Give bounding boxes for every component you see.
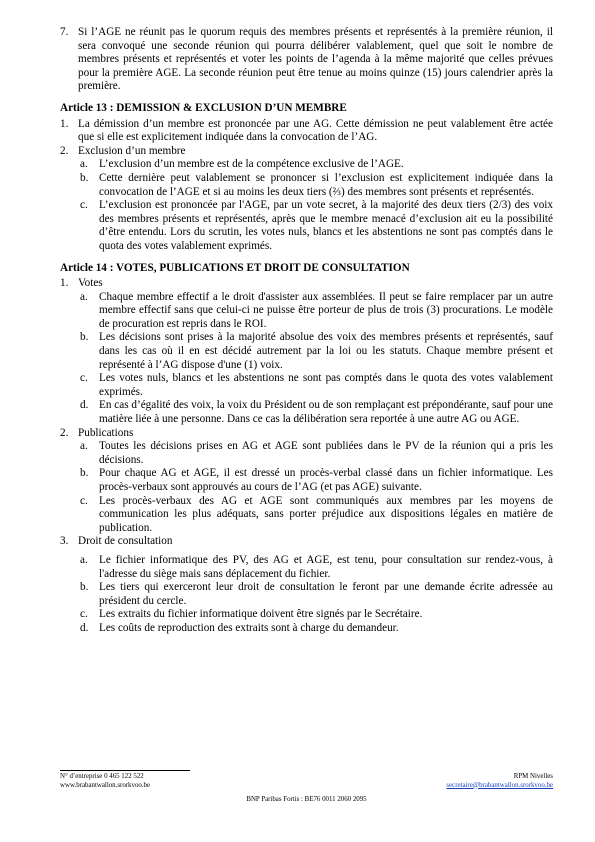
sub-marker: a. (80, 440, 88, 453)
article13-sub-c (0, 199, 595, 253)
sub-marker: c. (80, 372, 88, 385)
article13-sub-b (0, 172, 595, 199)
publications-sub-b (0, 467, 595, 494)
item-number: 1. (60, 277, 69, 290)
votes-sub-d (0, 399, 595, 426)
sub-marker: a. (80, 158, 88, 171)
votes-sub-a (0, 291, 595, 332)
sub-text: Cette dernière peut valablement se prononcer si l’exclusion est explicitement indiquée dans la convocation de l’AGE et si au moins les deux tiers (⅔) des membres sont présents et représentés. (99, 171, 553, 198)
sub-marker: a. (80, 290, 88, 303)
item-label: Droit de consultation (78, 535, 173, 548)
item-number: 2. (60, 426, 69, 439)
sub-text: Les votes nuls, blancs et les abstentions ne sont pas comptés dans le quota des votes valablement exprimés. (99, 372, 553, 398)
consultation-sub-d (0, 622, 595, 636)
article13-sub-a (0, 158, 595, 172)
sub-text: Les tiers qui exerceront leur droit de consultation le feront par une demande écrite adressée au président du cercle. (99, 581, 553, 607)
sub-text: Le fichier informatique des PV, des AG et AGE, est tenu, pour consultation sur rendez-vous, à l'adresse du siège mais sans déplacement du fichier. (99, 553, 553, 580)
sub-marker: a. (80, 553, 88, 566)
sub-marker: c. (80, 494, 88, 507)
page-footer (60, 770, 553, 805)
item-text: La démission d’un membre est prononcée par une AG. Cette démission ne peut valablement être actée que si elle est explicitement indiquée dans la convocation de l’AG. (78, 117, 553, 144)
item-text: Exclusion d’un membre (78, 144, 186, 157)
email-link[interactable]: secretaire@brabantwallon.srorkvoo.be (446, 781, 553, 789)
item-number: 7. (60, 26, 69, 38)
sub-marker: b. (80, 581, 89, 594)
footer-row-2 (60, 782, 553, 791)
consultation-sub-c (0, 608, 595, 622)
page-content (0, 26, 595, 636)
sub-text: Pour chaque AG et AGE, il est dressé un procès-verbal classé dans un fichier informatique. Les procès-verbaux sont approuvés au cours de l’AG (et pas AGE) suivante. (99, 467, 553, 493)
sub-marker: b. (80, 467, 89, 480)
item-number: 2. (60, 144, 69, 157)
sub-marker: c. (80, 199, 88, 212)
sub-marker: b. (80, 171, 89, 184)
item-number: 1. (60, 117, 69, 130)
bank-account: BNP Paribas Fortis : BE76 0011 2060 2095 (246, 796, 367, 803)
footer-rule (60, 770, 190, 771)
publications-sub-c (0, 495, 595, 536)
item-label: Publications (78, 426, 134, 439)
enterprise-number: N° d’entreprise 0 465 122 522 (60, 773, 144, 780)
article14-consultation (0, 535, 595, 549)
consultation-sub-a (0, 554, 595, 581)
article14-publications (0, 427, 595, 441)
sub-marker: b. (80, 331, 89, 344)
sub-text: Les coûts de reproduction des extraits sont à charge du demandeur. (99, 621, 399, 634)
item-text: Si l’AGE ne réunit pas le quorum requis des membres présents et représentés à la première réunion, il sera convoqué une seconde réunion qui pourra délibérer valablement, quel que soit le nombre de membres présents et représentés et voter les points de l’agenda à la même majorité que celles prévues pour la première AGE. La seconde réunion peut être tenue au moins quinze (15) jours calendrier après la première. (78, 26, 553, 93)
article13-item-2 (0, 145, 595, 159)
website-text: www.brabantwallon.srorkvoo.be (60, 781, 151, 789)
article12-item-7 (0, 26, 595, 94)
sub-marker: d. (80, 399, 89, 412)
sub-text: En cas d’égalité des voix, la voix du Président ou de son remplaçant est prépondérante, sauf pour une matière liée à une personne. Dans ce cas la délibération sera reportée à une autre AG ou AGE. (99, 399, 553, 426)
article14-heading: Article 14 : VOTES, PUBLICATIONS ET DROIT DE CONSULTATION (60, 261, 410, 274)
sub-text: Chaque membre effectif a le droit d'assister aux assemblées. Il peut se faire remplacer par un autre membre effectif sans que celui-ci ne puisse être porteur de plus de trois (3) procurations. Le modèle de procuration est repris dans le ROI. (99, 290, 553, 330)
sub-marker: d. (80, 621, 89, 634)
votes-sub-b (0, 331, 595, 372)
footer-row-1 (60, 773, 553, 782)
item-label: Votes (78, 277, 103, 290)
sub-text: Les procès-verbaux des AG et AGE sont communiqués aux membres par les moyens de communication les plus adéquats, sans porter préjudice aux dispositions légales en matière de publication. (99, 494, 553, 534)
sub-text: L’exclusion d’un membre est de la compétence exclusive de l’AGE. (99, 158, 404, 171)
consultation-sub-b (0, 581, 595, 608)
publications-sub-a (0, 440, 595, 467)
article14-votes (0, 277, 595, 291)
item-number: 3. (60, 535, 69, 548)
sub-text: Les extraits du fichier informatique doivent être signés par le Secrétaire. (99, 608, 423, 621)
votes-sub-c (0, 372, 595, 399)
article13-heading: Article 13 : DEMISSION & EXCLUSION D’UN MEMBRE (60, 101, 347, 114)
rpm-label: RPM Nivelles (513, 773, 553, 780)
sub-marker: c. (80, 608, 88, 621)
sub-text: L’exclusion est prononcée par l'AGE, par un vote secret, à la majorité des deux tiers (2/3) des voix des membres présents et représentés, après que le membre menacé d’exclusion ait eu la possibilité d’être entendu. Lors du scrutin, les votes nuls, blancs et les abstentions ne sont pas comptés dans le quota des votes valablement exprimés. (99, 199, 553, 252)
sub-text: Les décisions sont prises à la majorité absolue des voix des membres présents et représentés, sauf dans les cas où il en est décidé autrement par la loi ou les statuts. Chaque membre présent et représenté à l’AG dispose d'une (1) voix. (99, 331, 553, 371)
article13-item-1 (0, 118, 595, 145)
sub-text: Toutes les décisions prises en AG et AGE sont publiées dans le PV de la réunion qui a pris les décisions. (99, 440, 553, 466)
